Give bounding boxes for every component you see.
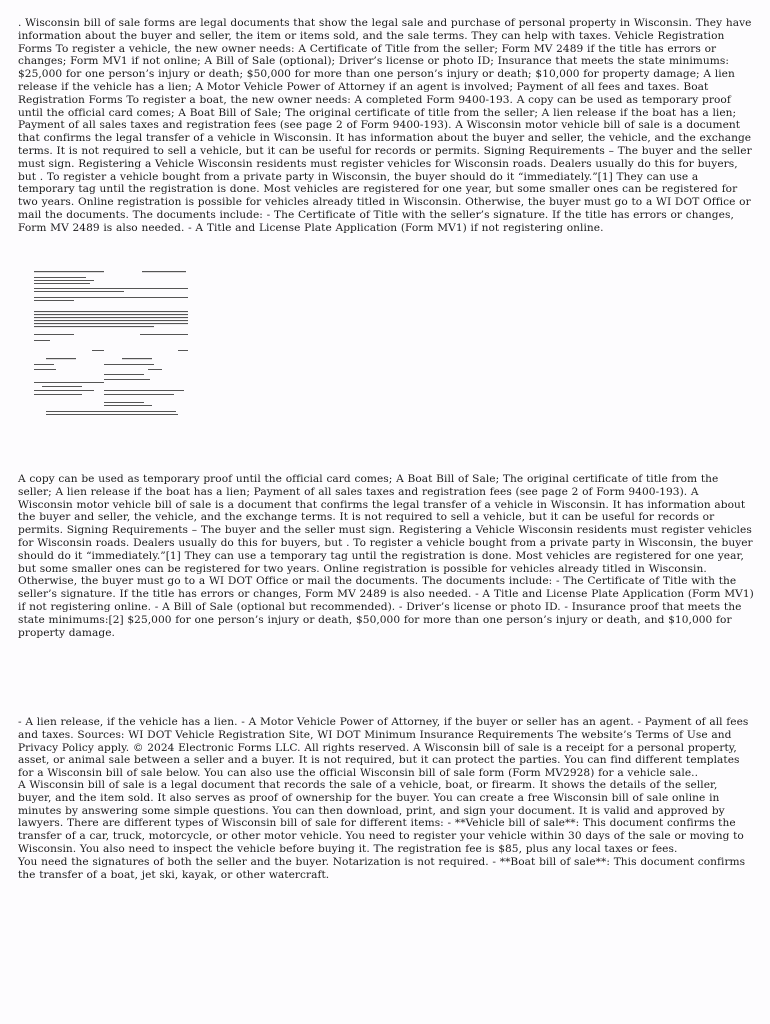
sources-paragraph: - A lien release, if the vehicle has a lien. - A Motor Vehicle Power of Attorney, if the buyer or seller has an agent. - Payment of all fees and taxes. Sources: WI DOT Vehicle Registration Site, WI DOT Minimum Insurance Requirements The website’s Terms of Use and Privacy Policy apply. © 2024 Electronic Forms LLC. All rights reserved. A Wisconsin bill of sale is a receipt for a personal property, asset, or animal sale between a seller and a buyer. It is not required, but it can protect the parties. You can find different templates for a Wisconsin bill of sale below. You can also use the official Wisconsin bill of sale form (Form MV2928) for a vehicle sale.. — [18, 716, 749, 780]
intro-paragraph: . Wisconsin bill of sale forms are legal documents that show the legal sale and purchase of personal property in Wisconsin. They have information about the buyer and seller, the item or items sold, and the sale terms. They can help with taxes. Vehicle Registration Forms To register a vehicle, the new owner needs: A Certificate of Title from the seller; Form MV 2489 if the title has errors or changes; Form MV1 if not online; A Bill of Sale (optional); Driver’s license or photo ID; Insurance that meets the state minimums: $25,000 for one person’s injury or death; $50,000 for more than one person’s injury or death; $10,000 for property damage; A lien release if the vehicle has a lien; A Motor Vehicle Power of Attorney if an agent is involved; Payment of all fees and taxes. Boat Registration Forms To register a boat, the new owner needs: A completed Form 9400-193. A copy can be used as temporary proof until the official card comes; A Boat Bill of Sale; The original certificate of title from the seller; A lien release if the boat has a lien; Payment of all sales taxes and registration fees (see page 2 of Form 9400-193). A Wisconsin motor vehicle bill of sale is a document that confirms the legal transfer of a vehicle in Wisconsin. It has information about the buyer and seller, the vehicle, and the exchange terms. It is not required to sell a vehicle, but it can be useful for records or permits. Signing Requirements – The buyer and the seller must sign. Registering a Vehicle Wisconsin residents must register vehicles for Wisconsin roads. Dealers usually do this for buyers, but . To register a vehicle bought from a private party in Wisconsin, the buyer should do it “immediately.”[1] They can use a temporary tag until the registration is done. Most vehicles are registered for one year, but some smaller ones can be registered for two years. Online registration is possible for vehicles already titled in Wisconsin. Otherwise, the buyer must go to a WI DOT Office or mail the documents. The documents include: - The Certificate of Title with the seller’s signature. If the title has errors or changes, Form MV 2489 is also needed. - A Title and License Plate Application (Form MV1) if not registering online. — [18, 17, 752, 234]
bill-of-sale-form-thumbnail — [32, 268, 192, 420]
body-paragraph: A copy can be used as temporary proof until the official card comes; A Boat Bill of Sale; The original certificate of title from the seller; A lien release if the boat has a lien; Payment of all sales taxes and registration fees (see page 2 of Form 9400-193). A Wisconsin motor vehicle bill of sale is a document that confirms the legal transfer of a vehicle in Wisconsin. It has information about the buyer and seller, the vehicle, and the exchange terms. It is not required to sell a vehicle, but it can be useful for records or permits. Signing Requirements – The buyer and the seller must sign. Registering a Vehicle Wisconsin residents must register vehicles for Wisconsin roads. Dealers usually do this for buyers, but . To register a vehicle bought from a private party in Wisconsin, the buyer should do it “immediately.”[1] They can use a temporary tag until the registration is done. Most vehicles are registered for one year, but some smaller ones can be registered for two years. Online registration is possible for vehicles already titled in Wisconsin. Otherwise, the buyer must go to a WI DOT Office or mail the documents. The documents include: - The Certificate of Title with the seller’s signature. If the title has errors or changes, Form MV 2489 is also needed. - A Title and License Plate Application (Form MV1) if not registering online. - A Bill of Sale (optional but recommended). - Driver’s license or photo ID. - Insurance proof that meets the state minimums:[2] $25,000 for one person’s injury or death, $50,000 for more than one person’s injury or death, and $10,000 for property damage. — [18, 473, 754, 639]
types-paragraph: A Wisconsin bill of sale is a legal document that records the sale of a vehicle, boat, or firearm. It shows the details of the seller, buyer, and the item sold. It also serves as proof of ownership for the buyer. You can create a free Wisconsin bill of sale online in minutes by answering some simple questions. You can then download, print, and sign your document. It is valid and approved by lawyers. There are different types of Wisconsin bill of sale for different items: - **Vehicle bill of sale**: This document confirms the transfer of a car, truck, motorcycle, or other motor vehicle. You need to register your vehicle within 30 days of the sale or moving to Wisconsin. You also need to inspect the vehicle before buying it. The registration fee is $85, plus any local taxes or fees. You need the signatures of both the seller and the buyer. Notarization is not required. - **Boat bill of sale**: This document confirms the transfer of a boat, jet ski, kayak, or other watercraft. — [18, 779, 746, 881]
